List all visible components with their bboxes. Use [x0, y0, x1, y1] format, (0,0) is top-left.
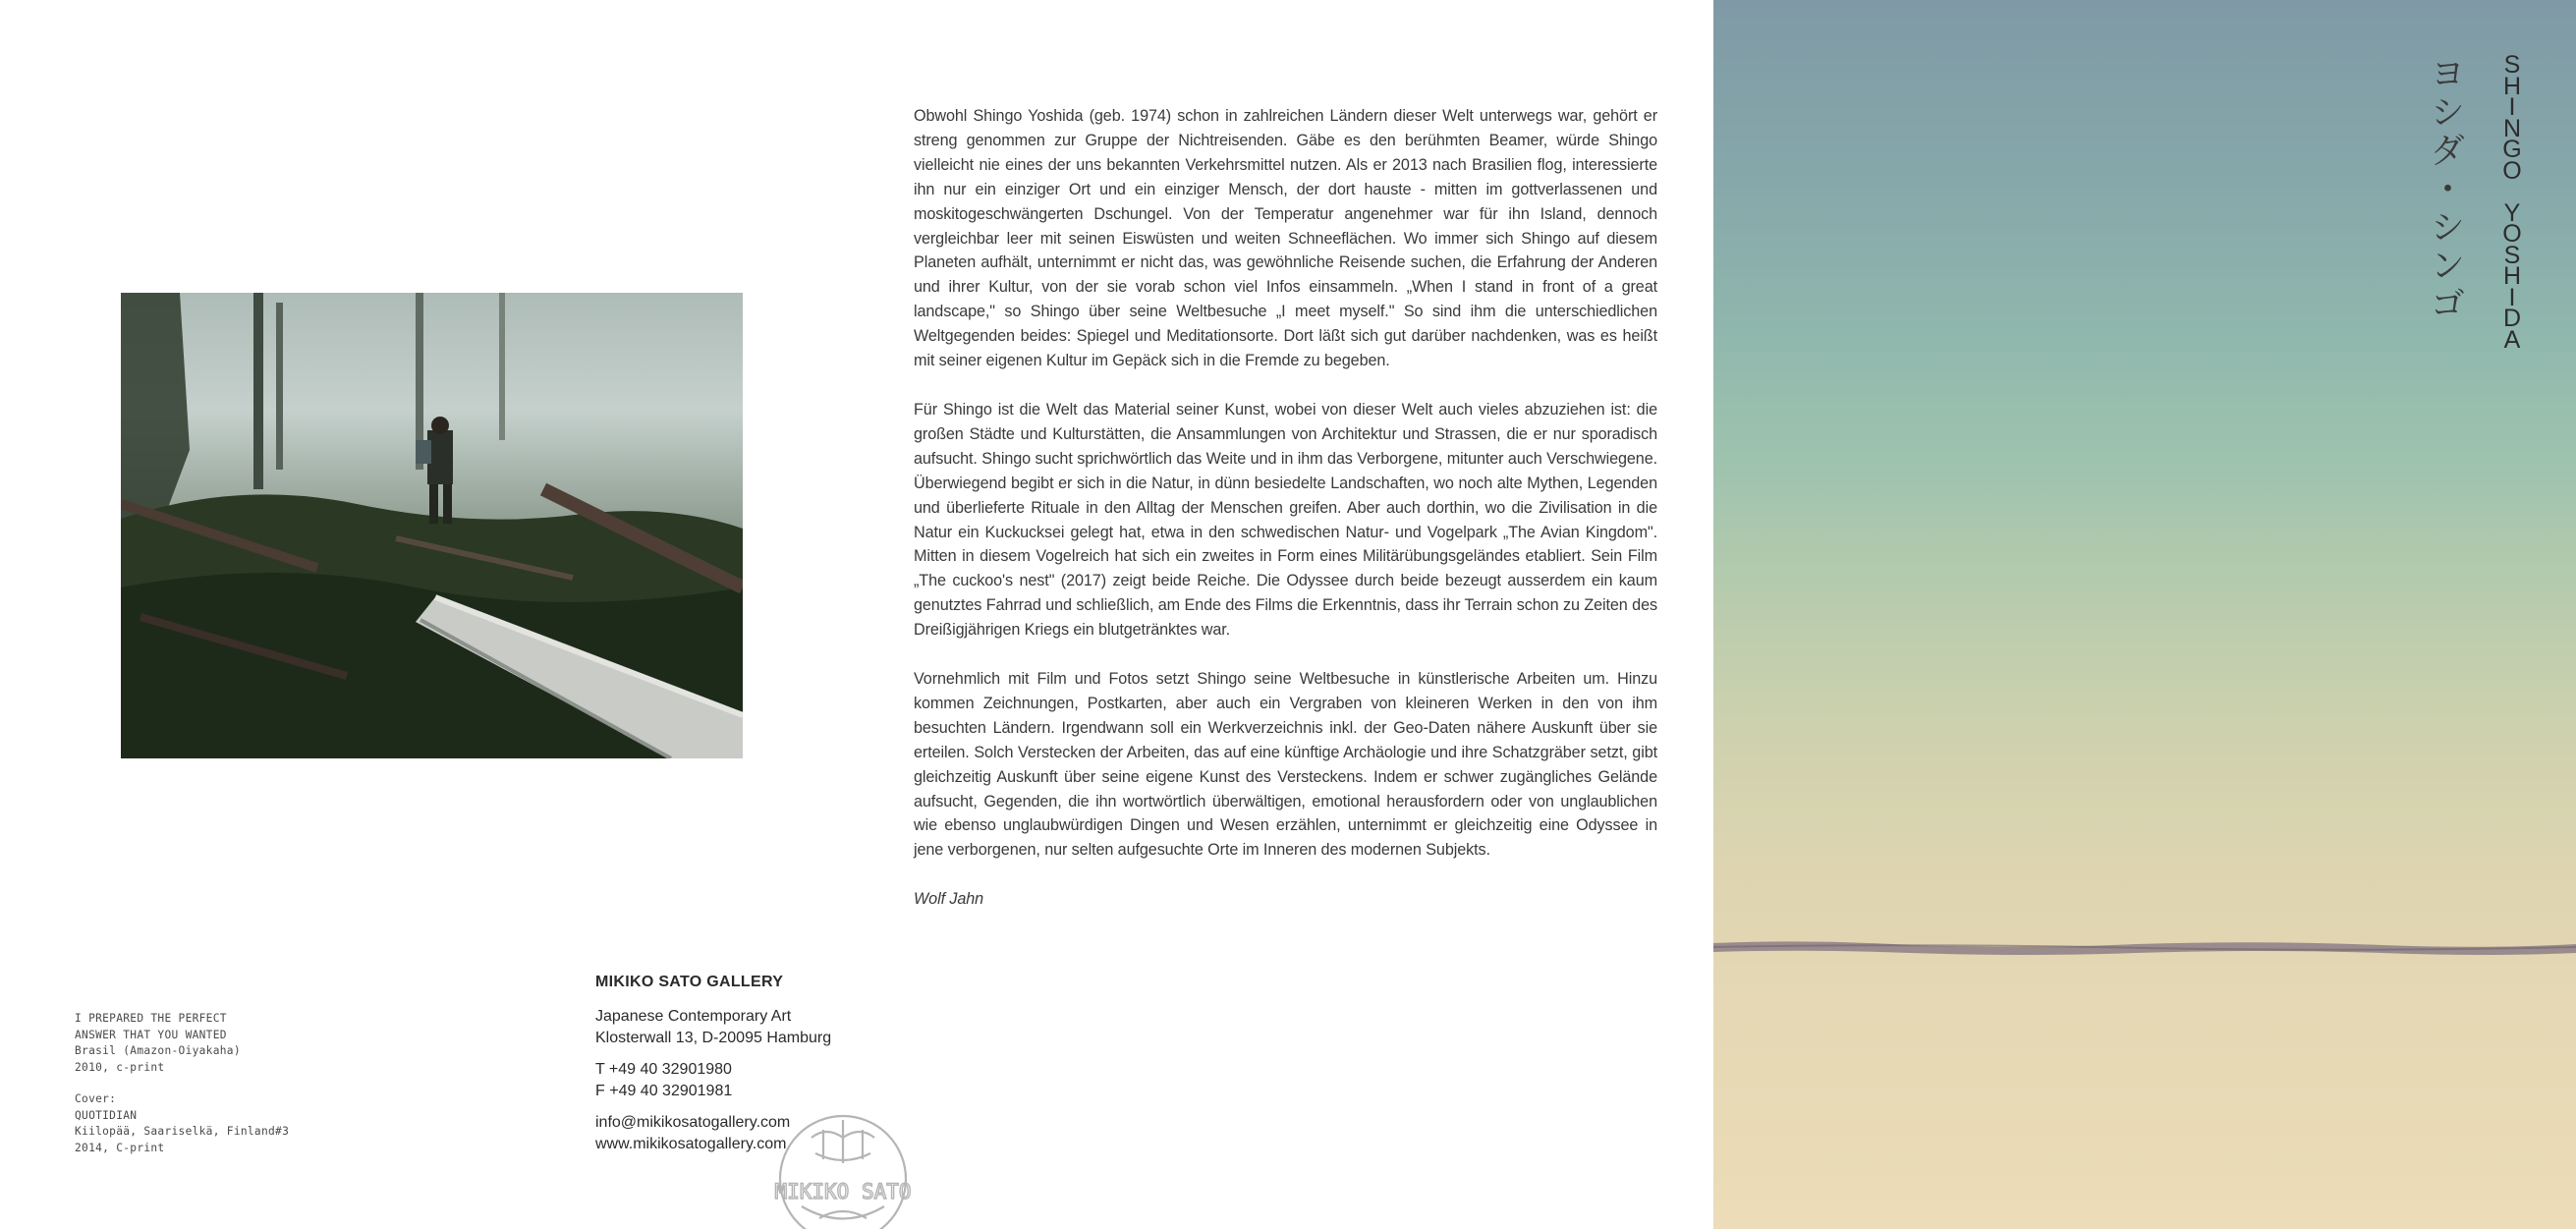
gallery-address: Klosterwall 13, D-20095 Hamburg — [595, 1030, 832, 1046]
title-letter: I — [2508, 93, 2516, 121]
title-letter: O — [2502, 220, 2522, 248]
gallery-name: MIKIKO SATO GALLERY — [595, 974, 784, 990]
title-letter: H — [2502, 262, 2522, 290]
gallery-address-block — [595, 1006, 910, 1050]
gallery-fax: F +49 40 32901981 — [595, 1083, 733, 1099]
essay-paragraph-3: Vornehmlich mit Film und Fotos setzt Shingo seine Weltbesuche in künstlerische Arbeiten um. Hinzu kommen Zeichnungen, Postkarten, aber auch ein Vergraben von kleineren Werken in den von ihm besuchten Ländern. Irgendwann soll ein Werkverzeichnis inkl. der Geo-Daten nähere Auskunft über sie erteilen. Solch Verstecken der Arbeiten, das auf eine künftige Archäologie und ihre Schatzgräber setzt, gibt gleichzeitig Auskunft über seine eigene Kunst des Versteckens. Indem er schwer zugängliches Gelände aufsucht, Gegenden, die ihn wortwörtlich überwältigen, emotional herausfordern oder von unglaublichen wie ebenso unglaubwürdigen Dingen und Wesen erzählen, unternimmt er gleichzeitig eine Odyssee in jene verborgenen, nur selten aufgesuchte Orte im Inneren des modernen Subjekts. — [914, 670, 1657, 860]
gallery-phone: T +49 40 32901980 — [595, 1060, 732, 1078]
gallery-tagline: Japanese Contemporary Art — [595, 1007, 792, 1025]
title-letter: I — [2508, 283, 2516, 311]
essay-paragraph-1: Obwohl Shingo Yoshida (geb. 1974) schon in zahlreichen Ländern dieser Welt unterwegs war, gehört er streng genommen zur Gruppe der Nichtreisenden. Gäbe es den berühmten Beamer, würde Shingo vielleicht nie eines der uns bekannten Verkehrsmittel nutzen. Als er 2013 nach Brasilien flog, interessierte ihn nur ein einziger Ort und ein einziger Mensch, der dort hauste - mitten im gottverlassenen und moskitogeschwängerten Dschungel. Von der Temperatur angenehmer war für ihn Island, dennoch vergleichbar leer mit seinen Eiswüsten und weiten Schneeflächen. Wo immer sich Shingo auf diesem Planeten aufhält, unternimmt er nicht das, was gewöhnliche Reisende suchen, die Erfahrung der Anderen und ihrer Kultur, von der sie vorab schon viel Infos einsammeln. „When I stand in front of a great landscape," so Shingo über seine Weltbesuche „I meet myself." So sind ihm die unterschiedlichen Weltgegenden beides: Spiegel und Meditationsorte. Dort läßt sich gut darüber nachdenken, was es heißt mit seiner eigenen Kultur im Gepäck sich in die Fremde zu begeben. — [914, 107, 1657, 370]
title-letter: G — [2502, 136, 2522, 163]
jungle-photo-illustration — [121, 293, 743, 758]
title-letter: S — [2503, 51, 2521, 79]
caption-line: Cover: — [75, 1092, 117, 1105]
essay-author: Wolf Jahn — [914, 890, 984, 909]
essay-text — [914, 104, 1657, 936]
gallery-website[interactable]: www.mikikosatogallery.com — [595, 1136, 787, 1152]
horizon-line — [1713, 933, 2576, 961]
gallery-seal-logo — [772, 1108, 914, 1229]
title-letter: H — [2502, 72, 2522, 100]
artist-name-vertical — [2495, 51, 2529, 354]
photo-caption — [75, 1011, 330, 1076]
title-letter: D — [2502, 305, 2522, 332]
caption-line: 2014, C-print — [75, 1141, 165, 1154]
title-letter: N — [2502, 114, 2522, 142]
caption-line: Kiilopää, Saariselkä, Finland#3 — [75, 1125, 290, 1138]
japanese-title: ヨシダ・シンゴ — [2425, 55, 2465, 323]
caption-line: ANSWER THAT YOU WANTED — [75, 1028, 227, 1041]
caption-line: Brasil (Amazon-Oiyakaha) — [75, 1044, 241, 1057]
jungle-photo — [121, 293, 743, 758]
caption-line: I PREPARED THE PERFECT — [75, 1012, 227, 1025]
title-letter: A — [2503, 325, 2521, 354]
title-letter: Y — [2503, 198, 2521, 227]
caption-line: 2010, c-print — [75, 1060, 165, 1074]
caption-line: QUOTIDIAN — [75, 1108, 138, 1122]
image-captions — [75, 1011, 330, 1172]
gallery-email[interactable]: info@mikikosatogallery.com — [595, 1113, 791, 1131]
seal-text: MIKIKO SATO — [774, 1180, 912, 1203]
title-letter: O — [2502, 156, 2522, 185]
title-letter: S — [2503, 241, 2521, 269]
cover-caption — [75, 1091, 330, 1156]
gallery-phone-block — [595, 1059, 910, 1103]
essay-paragraph-2: Für Shingo ist die Welt das Material seiner Kunst, wobei von dieser Welt auch vieles abzuziehen ist: die großen Städte und Kulturstätten, die Ansammlungen von Architektur und Strassen, die er nur sporadisch aufsucht. Shingo sucht sprichwörtlich das Weite und in ihm das Verborgene, mitunter auch Verschwiegene. Überwiegend begibt er sich in die Natur, in dünn besiedelte Landschaften, wo noch alte Mythen, Legenden und überlieferte Rituale in den Alltag der Menschen greifen. Aber auch dorthin, wo die Zivilisation in die Natur ein Kuckucksei gelegt hat, etwa in den schwedischen Natur- und Vogelpark „The Avian Kingdom". Mitten in diesem Vogelreich hat sich ein zweites in Form eines Militärübungsgeländes etabliert. Sein Film „The cuckoo's nest" (2017) zeigt beide Reiche. Die Odyssee durch beide bezeugt ausserdem ein kaum genutztes Fahrrad und schließlich, am Ende des Films die Erkenntnis, dass ihr Terrain schon zu Zeiten des Dreißigjährigen Kriegs ein blutgetränktes war. — [914, 400, 1657, 640]
